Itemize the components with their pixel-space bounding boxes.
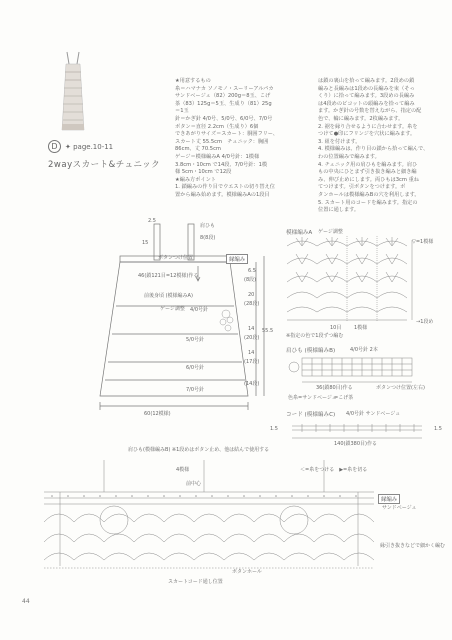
pattern-c-title: コード (模様編みC): [286, 412, 336, 418]
pattern-c-sub: 4/0号針 サンドベージュ: [346, 411, 401, 417]
materials-line: 様 5cm・10cm で12段: [175, 169, 232, 176]
method-line: 編みと長編みは1段めの長編みを束（そっ: [318, 85, 415, 92]
materials-line: 86cm、丈 70.5cm: [175, 146, 221, 153]
dim-top-c: 8(8段): [200, 235, 216, 241]
edging-chart: [44, 456, 374, 586]
pattern-c-dim-0: 1.5: [270, 426, 278, 432]
bottom-center: 前中心: [186, 481, 202, 487]
pattern-a-gauge: ゲージ調整: [318, 229, 343, 235]
bottom-strap-count: 4模様: [176, 467, 190, 473]
method-line: み、伸び止めにします。両ひもは3cm 重ね: [318, 176, 419, 183]
pattern-a-foundation: 10目: [330, 325, 342, 331]
pattern-title: 2wayスカート&チュニック: [48, 160, 161, 170]
materials-line: できあがりサイズ＝スカート：胴囲フリー、: [175, 131, 278, 138]
pattern-b-title: 肩ひも (模様編みB): [286, 348, 336, 354]
garment-photo: [58, 50, 88, 132]
bottom-strap-note: 肩ひも(模様編みB) ※1段めはボタン止め、他は結んで使用する: [128, 447, 270, 453]
materials-line: スカート丈 55.5cm チュニック：胸囲: [175, 138, 269, 145]
pattern-b-chart: [282, 354, 432, 388]
page-reference: [48, 140, 113, 153]
pattern-a-caption: ※指定の色で1段ずつ編む: [286, 333, 344, 339]
waist-label: 46(鎖121目=12模様)作る: [138, 273, 199, 279]
method-line: ます。かぎ針の号数を替えながら、指定の配: [318, 108, 422, 115]
materials-line: ボタン＝直径 2.2cm（生成り）6個: [175, 123, 259, 130]
dim-right-4: 14: [248, 326, 255, 332]
pattern-b-width: 36(鎖80目)作る: [316, 385, 353, 391]
method-line: 色で、輪に編みます。2枚編みます。: [318, 115, 404, 122]
materials-line: ★編み方ポイント: [175, 176, 216, 183]
materials-line: ★用意するもの: [175, 78, 211, 84]
method-line: つけて●印にフリンジを穴状に編みます。: [318, 131, 416, 138]
gauge-label: ゲージ調整: [160, 306, 185, 312]
bottom-edge-sub: サンドベージュ: [382, 505, 417, 511]
method-line: は鎖の裏山を拾って編みます。2段めの鎖: [318, 78, 415, 84]
method-line: 5. スカート用のコードを編みます。指定の: [318, 199, 418, 206]
dim-right-2: 20: [248, 292, 255, 298]
pattern-c-end: ＜=糸をつける ▶=糸を切る: [300, 467, 368, 473]
hook-row-1: 4/0号針: [190, 307, 209, 313]
hook-row-3: 6/0号針: [186, 365, 205, 371]
button-position-label: ボタンつけ位置: [158, 255, 194, 261]
method-line: 4. チュニック用の肩ひもを編みます。肩ひ: [318, 161, 418, 168]
page-number: 44: [22, 598, 30, 605]
method-line: わの位置編みで編みます。: [318, 153, 380, 160]
bottom-buttonhole: ボタンホール: [232, 569, 262, 575]
materials-line: 針＝かぎ針 4/0号、5/0号、6/0号、7/0号: [175, 115, 273, 122]
materials-line: ゲージ＝模様編みA 4/0号針：1模様: [175, 153, 260, 160]
method-line: 3. 紐を付けます。: [318, 138, 361, 145]
dim-right-7: (17段): [244, 359, 260, 365]
pattern-c-start: 140(鎖380目)作る: [334, 441, 377, 447]
materials-line: 3.8cm・10cm で14段、7/0号針：1模: [175, 161, 268, 168]
dim-right-6: 14: [248, 350, 255, 356]
pattern-a-title: 模様編みA: [286, 230, 313, 236]
method-line: てつけます。引ボタンをつけます。ボ: [318, 184, 406, 191]
pattern-b-yarn2: =こげ茶: [334, 395, 354, 401]
bottom-edge-label: 縁編み: [378, 494, 400, 504]
pattern-a-chart: [282, 236, 432, 326]
materials-column: [175, 78, 303, 200]
dim-top-a: 2.5: [148, 218, 156, 224]
materials-line: 置から編み始めます。模様編みAの1段目: [175, 191, 270, 198]
materials-line: 糸＝ハマナカ ソノモノ・スーリーアルパカ: [175, 85, 274, 92]
pattern-letter-icon: D: [48, 140, 61, 153]
width-label: 60(12模様): [144, 411, 171, 417]
hook-row-4: 7/0号針: [186, 387, 205, 393]
materials-line: サンドベージュ（82）200g＝8玉、こげ: [175, 93, 271, 100]
pattern-a-note: 1模様: [354, 325, 368, 331]
dim-right-total: 55.5: [262, 328, 274, 334]
method-line: もの中央にひとまず引き抜き編みと細き編: [318, 169, 417, 176]
materials-line: 茶（83）125g＝5玉、生成り（81）25g: [175, 100, 272, 107]
pattern-b-sub: 4/0号針 2本: [350, 347, 378, 353]
method-line: は4段めのピコットの頭編みを拾って編み: [318, 100, 415, 107]
dim-right-5: (20段): [244, 335, 260, 341]
skirt-schematic: [80, 210, 270, 420]
method-line: 位置に通します。: [318, 207, 360, 214]
body-label: 前後身頃 (模様編みA): [144, 293, 193, 299]
pattern-a-start: ▽=1模様: [412, 239, 434, 245]
dim-right-0: 6.5: [248, 268, 256, 274]
dim-right-1: (8段): [244, 277, 257, 283]
pattern-a-row: →1段め: [416, 319, 434, 325]
materials-line: 1. 鎖編みの作り目でウエストの切り替え位: [175, 184, 275, 191]
method-line: 4. 模様編みは、作り目の鎖から拾って編んで、: [318, 146, 429, 153]
dim-right-3: (28段): [244, 301, 260, 307]
page-ref-text: ✦ page.10-11: [65, 142, 114, 151]
method-line: タンホールは模様編みBの穴を利用します。: [318, 191, 420, 198]
pattern-b-yarn: 色糸=サンドベージュ: [288, 395, 337, 401]
dim-right-8: (14段): [244, 381, 260, 387]
strap-label: 肩ひも: [200, 223, 216, 229]
method-line: 2. 裾を縁り合せるように合わせます。糸を: [318, 123, 418, 130]
method-column: [318, 78, 436, 215]
materials-line: ＝1玉: [175, 108, 189, 115]
method-line: くり）に拾って編みます。3段めの長編み: [318, 93, 415, 100]
pattern-b-right: ボタンつけ位置(左右): [376, 385, 425, 391]
dim-top-b: 15: [142, 240, 149, 246]
flower-motif-icon: [220, 310, 233, 331]
hook-row-2: 5/0号針: [186, 337, 205, 343]
edge-label: 縁編み: [226, 254, 248, 264]
pattern-c-dim-1: 1.5: [434, 426, 442, 432]
bottom-fold-note: 縁引き抜きなどで細かく編む: [380, 543, 446, 549]
bottom-cord-label: スカートコード通し位置: [168, 579, 223, 585]
